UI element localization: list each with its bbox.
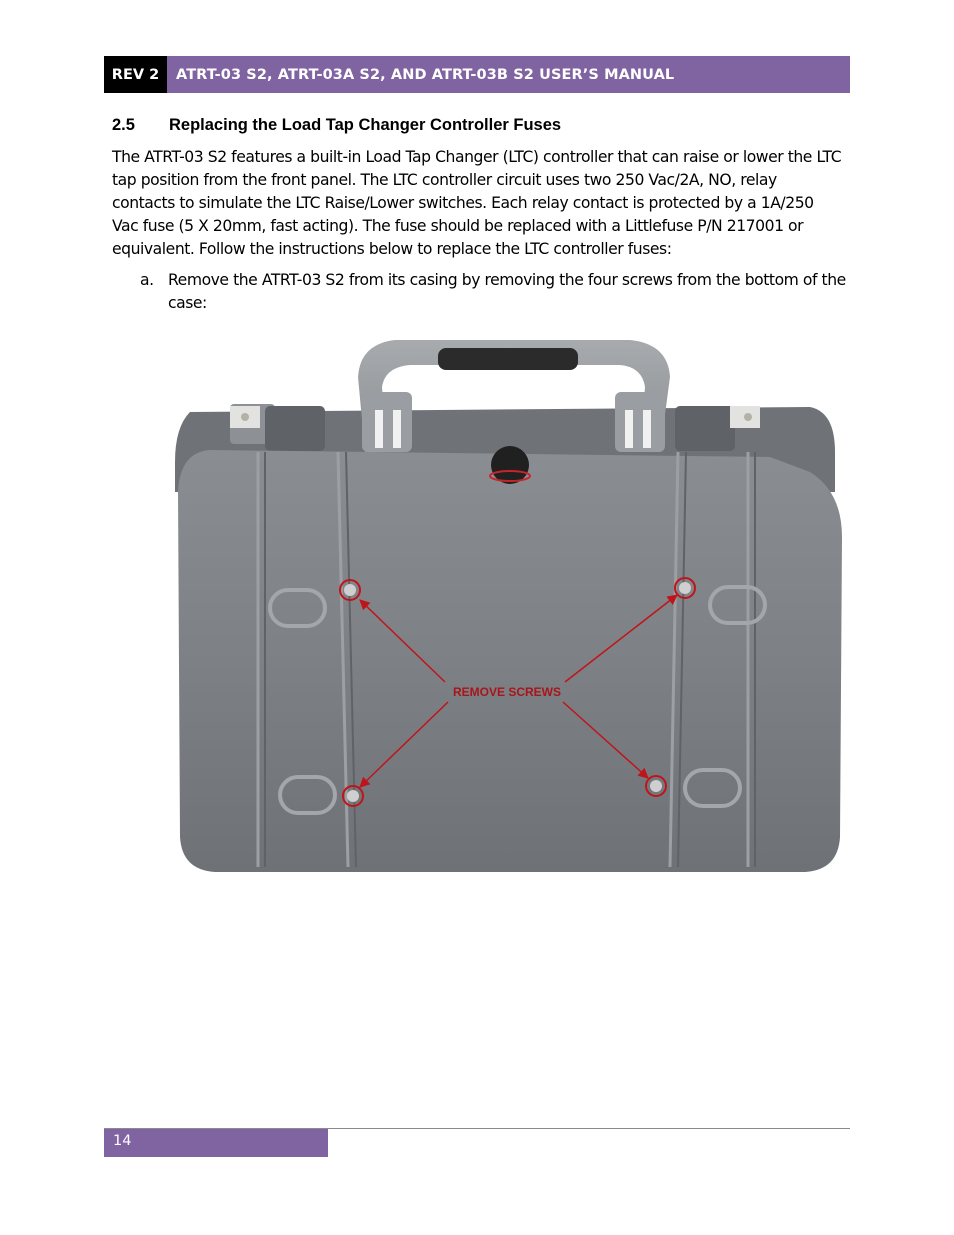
step-text: Remove the ATRT-03 S2 from its casing by removing the four screws from the bottom of the case: (168, 271, 846, 312)
instruction-step (140, 269, 850, 315)
section-heading (112, 116, 561, 135)
case-body (178, 450, 842, 872)
revision-label: REV 2 (104, 56, 167, 93)
remove-screws-label: REMOVE SCREWS (452, 685, 562, 699)
manual-title: ATRT-03 S2, ATRT-03A S2, AND ATRT-03B S2 USER’S MANUAL (167, 56, 850, 93)
case-bottom-photo (170, 332, 845, 877)
section-number: 2.5 (112, 116, 135, 134)
body-paragraph: The ATRT-03 S2 features a built-in Load Tap Changer (LTC) controller that can raise or lower the LTC tap position from the front panel. The LTC controller circuit uses two 250 Vac/2A, NO, relay contacts to simulate the LTC Raise/Lower switches. Each relay contact is protected by a 1A/250 Vac fuse (5 X 20mm, fast acting). The fuse should be replaced with a Littlefuse P/N 217001 or equivalent. Follow the instructions below to replace the LTC controller fuses: (112, 148, 842, 258)
step-marker: a. (140, 271, 154, 289)
page-number: 14 (104, 1129, 328, 1157)
latch-right (675, 406, 735, 451)
section-title: Replacing the Load Tap Changer Controller Fuses (169, 116, 562, 134)
page-header (104, 56, 850, 93)
pressure-valve (491, 446, 529, 484)
